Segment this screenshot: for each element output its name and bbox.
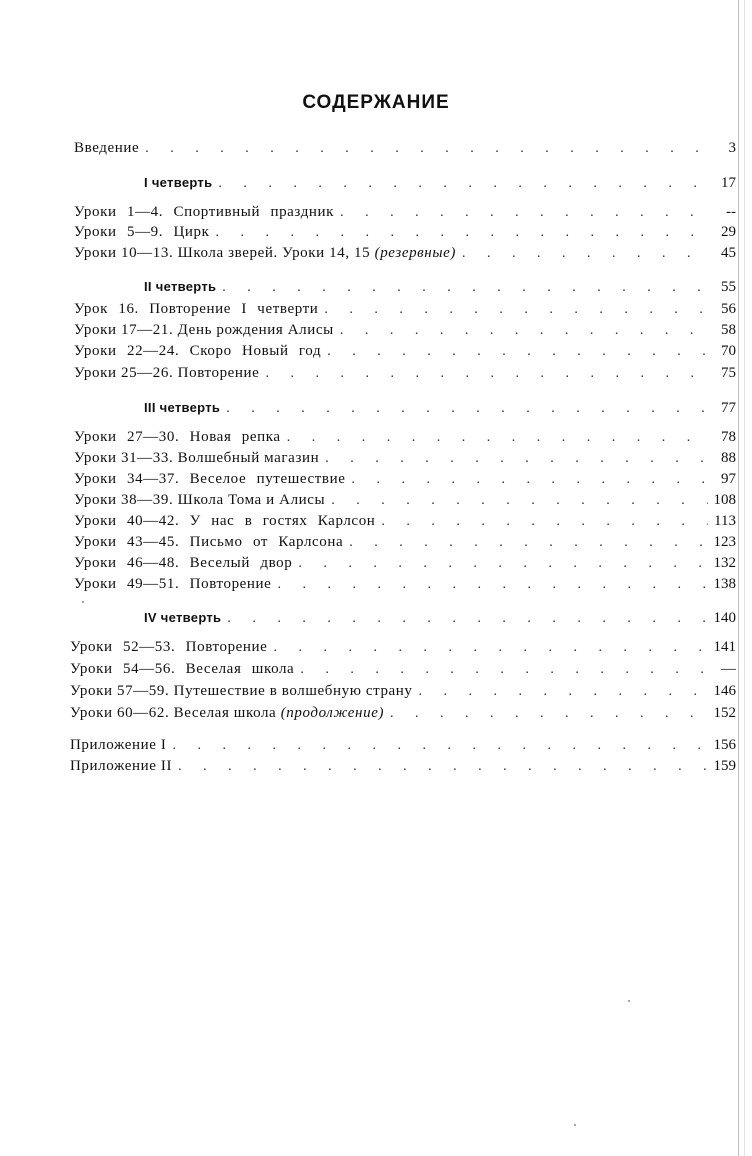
toc-entry bbox=[70, 637, 736, 657]
dot-leader bbox=[265, 364, 708, 384]
toc-entry-note: (резервные) bbox=[374, 245, 456, 261]
toc-entry-label: Уроки 52—53. Повторение bbox=[70, 639, 268, 655]
toc-entry bbox=[74, 448, 736, 468]
toc-entry-page: 140 bbox=[713, 610, 736, 626]
toc-entry-label: Уроки 38—39. Школа Тома и Алисы bbox=[74, 492, 326, 508]
toc-entry bbox=[74, 299, 736, 319]
dot-leader bbox=[287, 428, 708, 448]
toc-entry bbox=[74, 532, 736, 552]
toc-entry-page: 146 bbox=[713, 683, 736, 699]
toc-entry-text: Уроки 10—13. Школа зверей. Уроки 14, 15 bbox=[74, 245, 371, 261]
toc-entry-label: Уроки 46—48. Веселый двор bbox=[74, 555, 293, 571]
toc-entry-page: 55 bbox=[721, 279, 736, 295]
toc-entry-page: 3 bbox=[728, 140, 736, 156]
toc-entry-page: 75 bbox=[721, 365, 736, 381]
toc-entry bbox=[70, 735, 736, 755]
toc-entry-label: Введение bbox=[74, 140, 140, 156]
dot-leader bbox=[327, 342, 708, 362]
toc-section-heading bbox=[144, 398, 736, 418]
toc-entry-label bbox=[74, 243, 456, 263]
toc-entry bbox=[74, 320, 736, 340]
toc-entry-page: 45 bbox=[721, 245, 736, 261]
toc-section-label: III четверть bbox=[144, 400, 221, 415]
toc-entry-label: Уроки 49—51. Повторение bbox=[74, 576, 272, 592]
toc-section-heading bbox=[144, 277, 736, 297]
toc-entry bbox=[74, 138, 736, 158]
dot-leader bbox=[324, 300, 708, 320]
toc-entry-label: Уроки 54—56. Веселая школа bbox=[70, 661, 295, 677]
toc-entry bbox=[74, 490, 736, 510]
dot-leader bbox=[216, 223, 708, 243]
toc-entry-label: Приложение I bbox=[70, 737, 167, 753]
toc-entry bbox=[74, 341, 736, 361]
toc-entry-label: Уроки 27—30. Новая репка bbox=[74, 429, 281, 445]
toc-entry bbox=[70, 681, 736, 701]
toc-entry bbox=[74, 553, 736, 573]
toc-entry-page: 29 bbox=[721, 224, 736, 240]
toc-entry bbox=[70, 756, 736, 776]
toc-entry-page: 156 bbox=[713, 737, 736, 753]
toc-entry-page: -- bbox=[726, 204, 736, 220]
dot-leader bbox=[298, 554, 707, 574]
dot-leader bbox=[226, 399, 708, 419]
dot-leader bbox=[227, 609, 707, 629]
toc-entry-page: 152 bbox=[713, 705, 736, 721]
dot-leader bbox=[340, 321, 708, 341]
toc-entry-page: 113 bbox=[714, 513, 736, 529]
toc-entry bbox=[70, 703, 736, 723]
toc-section-heading bbox=[144, 173, 736, 193]
dot-leader bbox=[145, 139, 708, 159]
toc-entry-label: Уроки 5—9. Цирк bbox=[74, 224, 210, 240]
toc-entry-page: 132 bbox=[713, 555, 736, 571]
toc-entry-page: 78 bbox=[721, 429, 736, 445]
toc-entry-page: 123 bbox=[713, 534, 736, 550]
toc-entry bbox=[74, 574, 736, 594]
dot-leader bbox=[277, 575, 707, 595]
toc-section-heading bbox=[144, 608, 736, 628]
toc-entry-label: Уроки 40—42. У нас в гостях Карлсон bbox=[74, 513, 376, 529]
dot-leader bbox=[273, 638, 707, 658]
dot-leader bbox=[218, 174, 708, 194]
toc-entry-label: Уроки 57—59. Путешествие в волшебную страну bbox=[70, 683, 413, 699]
toc-entry-page: 97 bbox=[721, 471, 736, 487]
toc-entry bbox=[74, 511, 736, 531]
toc-entry-page: 141 bbox=[713, 639, 736, 655]
toc-entry bbox=[74, 427, 736, 447]
toc-entry-page: 58 bbox=[721, 322, 736, 338]
toc-entry-page: 88 bbox=[721, 450, 736, 466]
toc-entry-label bbox=[70, 703, 384, 723]
toc-entry-page: 159 bbox=[713, 758, 736, 774]
dot-leader bbox=[462, 244, 708, 264]
toc-entry bbox=[74, 222, 736, 242]
dot-leader bbox=[178, 757, 707, 777]
toc-entry-label: Уроки 1—4. Спортивный праздник bbox=[74, 204, 335, 220]
page-title: СОДЕРЖАНИЕ bbox=[302, 92, 450, 113]
toc-entry-page: 17 bbox=[721, 175, 736, 191]
toc-entry-label: Урок 16. Повторение I четверти bbox=[74, 301, 319, 317]
toc-section-label: IV четверть bbox=[144, 610, 222, 625]
toc-entry-page: 138 bbox=[713, 576, 736, 592]
toc-entry-label: Уроки 31—33. Волшебный магазин bbox=[74, 450, 320, 466]
toc-entry-note: (продолжение) bbox=[280, 705, 385, 721]
toc-entry bbox=[74, 469, 736, 489]
dot-leader bbox=[340, 203, 708, 223]
dot-leader bbox=[381, 512, 708, 532]
toc-entry-label: Уроки 25—26. Повторение bbox=[74, 365, 260, 381]
toc-entry-text: Уроки 60—62. Веселая школа bbox=[70, 705, 277, 721]
toc-entry bbox=[74, 243, 736, 263]
toc-entry bbox=[70, 659, 736, 679]
dot-leader bbox=[172, 736, 707, 756]
dot-leader bbox=[419, 682, 708, 702]
scan-speck bbox=[574, 1124, 576, 1126]
dot-leader bbox=[351, 470, 708, 490]
dot-leader bbox=[222, 278, 708, 298]
toc-entry-page: 77 bbox=[721, 400, 736, 416]
toc-entry-page: 56 bbox=[721, 301, 736, 317]
toc-entry-label: Уроки 34—37. Веселое путешествие bbox=[74, 471, 346, 487]
dot-leader bbox=[331, 491, 707, 511]
toc-entry-page: — bbox=[721, 661, 736, 677]
toc-entry bbox=[74, 202, 736, 222]
toc-section-label: II четверть bbox=[144, 279, 217, 294]
toc-entry-label: Приложение II bbox=[70, 758, 173, 774]
scan-speck bbox=[628, 1000, 630, 1002]
dot-leader bbox=[349, 533, 707, 553]
dot-leader bbox=[390, 704, 707, 724]
toc-entry-label: Уроки 43—45. Письмо от Карлсона bbox=[74, 534, 344, 550]
dot-leader bbox=[300, 660, 708, 680]
toc-entry bbox=[74, 363, 736, 383]
toc-section-label: I четверть bbox=[144, 175, 213, 190]
toc-entry-page: 108 bbox=[713, 492, 736, 508]
toc-entry-label: Уроки 17—21. День рождения Алисы bbox=[74, 322, 334, 338]
toc-entry-label: Уроки 22—24. Скоро Новый год bbox=[74, 343, 322, 359]
toc-entry-page: 70 bbox=[721, 343, 736, 359]
dot-leader bbox=[325, 449, 708, 469]
scan-speck bbox=[82, 601, 84, 603]
